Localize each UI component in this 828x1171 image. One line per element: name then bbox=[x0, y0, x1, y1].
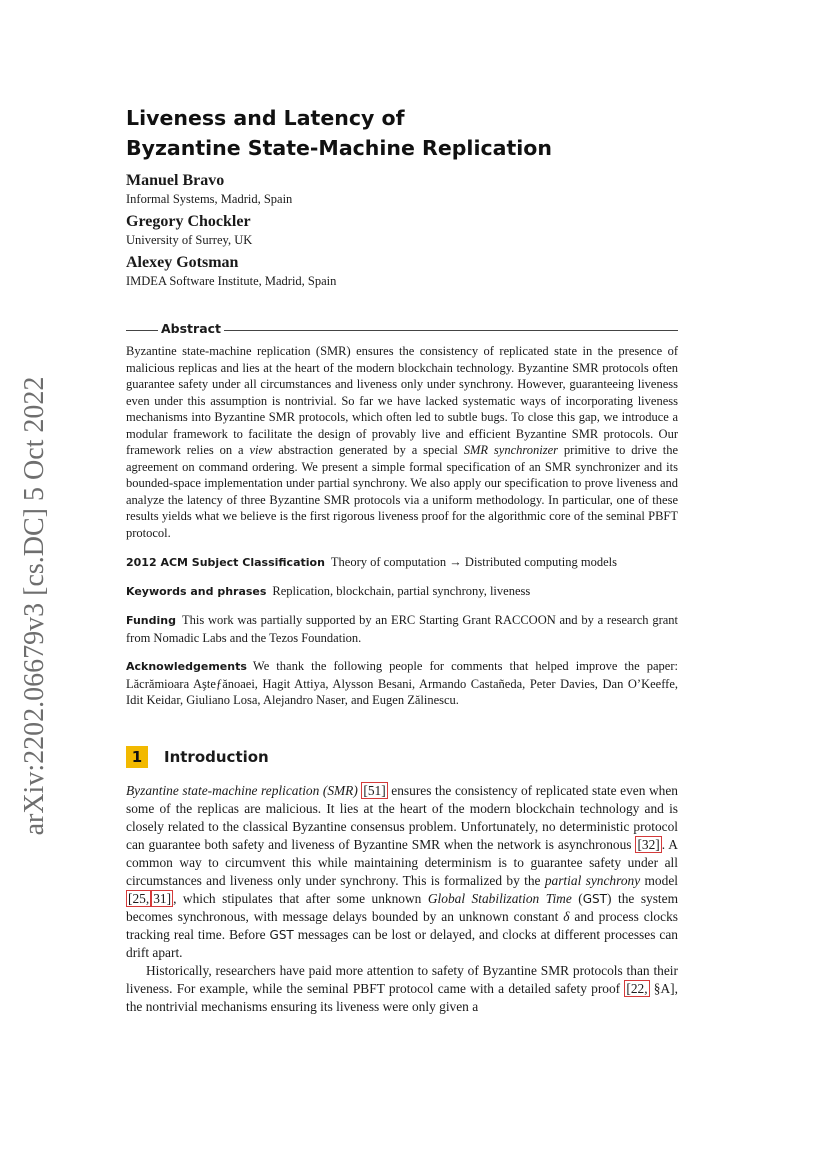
gst-term: GST bbox=[582, 892, 607, 906]
intro-text: and process clocks tracking real time. Before bbox=[126, 909, 678, 942]
intro-emphasis: Global Stabilization Time bbox=[427, 891, 572, 906]
abstract-rule bbox=[126, 320, 678, 340]
citation-link[interactable]: [32] bbox=[637, 837, 660, 852]
delta-symbol: δ bbox=[563, 909, 570, 924]
author-name: Alexey Gotsman bbox=[126, 254, 239, 271]
title-line-2: Byzantine State-Machine Replication bbox=[126, 136, 552, 160]
abstract-emphasis: SMR synchronizer bbox=[463, 443, 559, 457]
paragraph bbox=[126, 782, 678, 962]
citation-link[interactable]: 31] bbox=[153, 891, 172, 906]
abstract-text: primitive to drive the agreement on command ordering. We present a simple formal specification of an SMR synchronizer and its bounded-space implementation under partial synchrony. We also apply our specification to prove liveness and analyze the latency of three Byzantine SMR protocols via a uniform methodology. In particular, one of these results yields what we believe is the first rigorous liveness proof for the algorithmic core of the seminal PBFT protocol. bbox=[126, 443, 679, 540]
intro-text: , which stipulates that after some unknown bbox=[173, 891, 422, 906]
section-number: 1 bbox=[126, 746, 148, 768]
acm-label: 2012 ACM Subject Classification bbox=[126, 556, 325, 569]
funding bbox=[126, 612, 678, 646]
intro-text: , the nontrivial mechanisms ensuring its liveness were only given a bbox=[126, 981, 678, 1014]
author-affiliation: Informal Systems, Madrid, Spain bbox=[126, 192, 293, 206]
author-affiliation: University of Surrey, UK bbox=[126, 233, 253, 247]
acm-text: Theory of computation → Distributed computing models bbox=[330, 555, 617, 569]
acknowledgements bbox=[126, 658, 678, 709]
intro-text: model bbox=[644, 873, 678, 888]
acknowledgements-label: Acknowledgements bbox=[126, 660, 247, 673]
citation-link[interactable]: [25, bbox=[128, 891, 150, 906]
author-affiliation: IMDEA Software Institute, Madrid, Spain bbox=[126, 274, 337, 288]
intro-text: the system becomes synchronous, with message delays bounded by an unknown constant bbox=[126, 891, 679, 924]
intro-emphasis: partial synchrony bbox=[544, 873, 641, 888]
funding-label: Funding bbox=[126, 614, 176, 627]
abstract-emphasis: view bbox=[249, 443, 273, 457]
keywords bbox=[126, 583, 678, 601]
paragraph bbox=[126, 962, 678, 1016]
acknowledgements-text: We thank the following people for comments that helped improve the paper: Lăcrămioara Aşteƒănoaei, Hagit Attiya, Alysson Besani, Armando Castañeda, Peter Davies, Dan O’Keeffe, Idit Keidar, Giuliano Losa, Alejandro Naser, and Eugen Zălinescu. bbox=[126, 659, 678, 707]
abstract-body bbox=[126, 343, 678, 541]
intro-text: ensures the consistency of replicated state even when some of the replicas are malicious. It lies at the heart of the modern blockchain technology and is closely related to the classical Byzantine consensus problem. Unfortunately, no deterministic protocol can guarantee both safety and liveness of Byzantine SMR when the network is asynchronous bbox=[126, 783, 679, 852]
intro-emphasis: Byzantine state-machine replication (SMR) bbox=[126, 783, 358, 798]
abstract-text: Byzantine state-machine replication (SMR) ensures the consistency of replicated state in the presence of malicious replicas and lies at the heart of the modern blockchain technology. Byzantine SMR protocols often guarantee safety under all circumstances and liveness only under synchrony. However, guaranteeing liveness even under this assumption is nontrivial. So far we have lacked systematic ways of incorporating liveness mechanisms into Byzantine SMR protocols, which often led to subtle bugs. To close this gap, we introduce a modular framework to facilitate the design of provably live and efficient Byzantine SMR protocols. Our framework relies on a bbox=[126, 344, 678, 457]
keywords-label: Keywords and phrases bbox=[126, 585, 267, 598]
intro-text: . A common way to circumvent this while maintaining determinism is to guarantee safety under all circumstances and liveness only under synchrony. This is formalized by the bbox=[126, 837, 678, 888]
author-block bbox=[126, 212, 686, 248]
abstract-text: abstraction generated by a special bbox=[278, 443, 458, 457]
introduction-body bbox=[126, 782, 678, 1016]
author-name: Gregory Chockler bbox=[126, 213, 251, 230]
paper-title bbox=[126, 103, 686, 163]
funding-text: This work was partially supported by an ERC Starting Grant RACCOON and by a research grant from Nomadic Labs and the Tezos Foundation. bbox=[126, 613, 678, 645]
title-line-1: Liveness and Latency of bbox=[126, 106, 405, 130]
intro-text: messages can be lost or delayed, and clocks at different processes can drift apart. bbox=[126, 927, 678, 960]
author-name: Manuel Bravo bbox=[126, 172, 225, 189]
abstract-heading: Abstract bbox=[158, 321, 224, 336]
keywords-text: Replication, blockchain, partial synchrony, liveness bbox=[272, 584, 531, 598]
gst-term: GST bbox=[269, 928, 294, 942]
author-block bbox=[126, 171, 686, 207]
arxiv-identifier bbox=[14, 372, 56, 840]
intro-text: Historically, researchers have paid more attention to safety of Byzantine SMR protocols than their liveness. For example, while the seminal PBFT protocol came with a detailed safety proof bbox=[126, 963, 678, 996]
section-ref: §A] bbox=[653, 981, 675, 996]
section-title: Introduction bbox=[164, 748, 269, 766]
arxiv-identifier-text: arXiv:2202.06679v3 [cs.DC] 5 Oct 2022 bbox=[19, 376, 50, 836]
gst-close-paren: ) bbox=[607, 891, 612, 906]
citation-link[interactable]: [22, bbox=[626, 981, 648, 996]
acm-classification bbox=[126, 554, 678, 572]
section-heading bbox=[126, 746, 269, 770]
author-block bbox=[126, 253, 686, 289]
citation-link[interactable]: [51] bbox=[363, 783, 386, 798]
gst-open-paren: ( bbox=[578, 891, 583, 906]
